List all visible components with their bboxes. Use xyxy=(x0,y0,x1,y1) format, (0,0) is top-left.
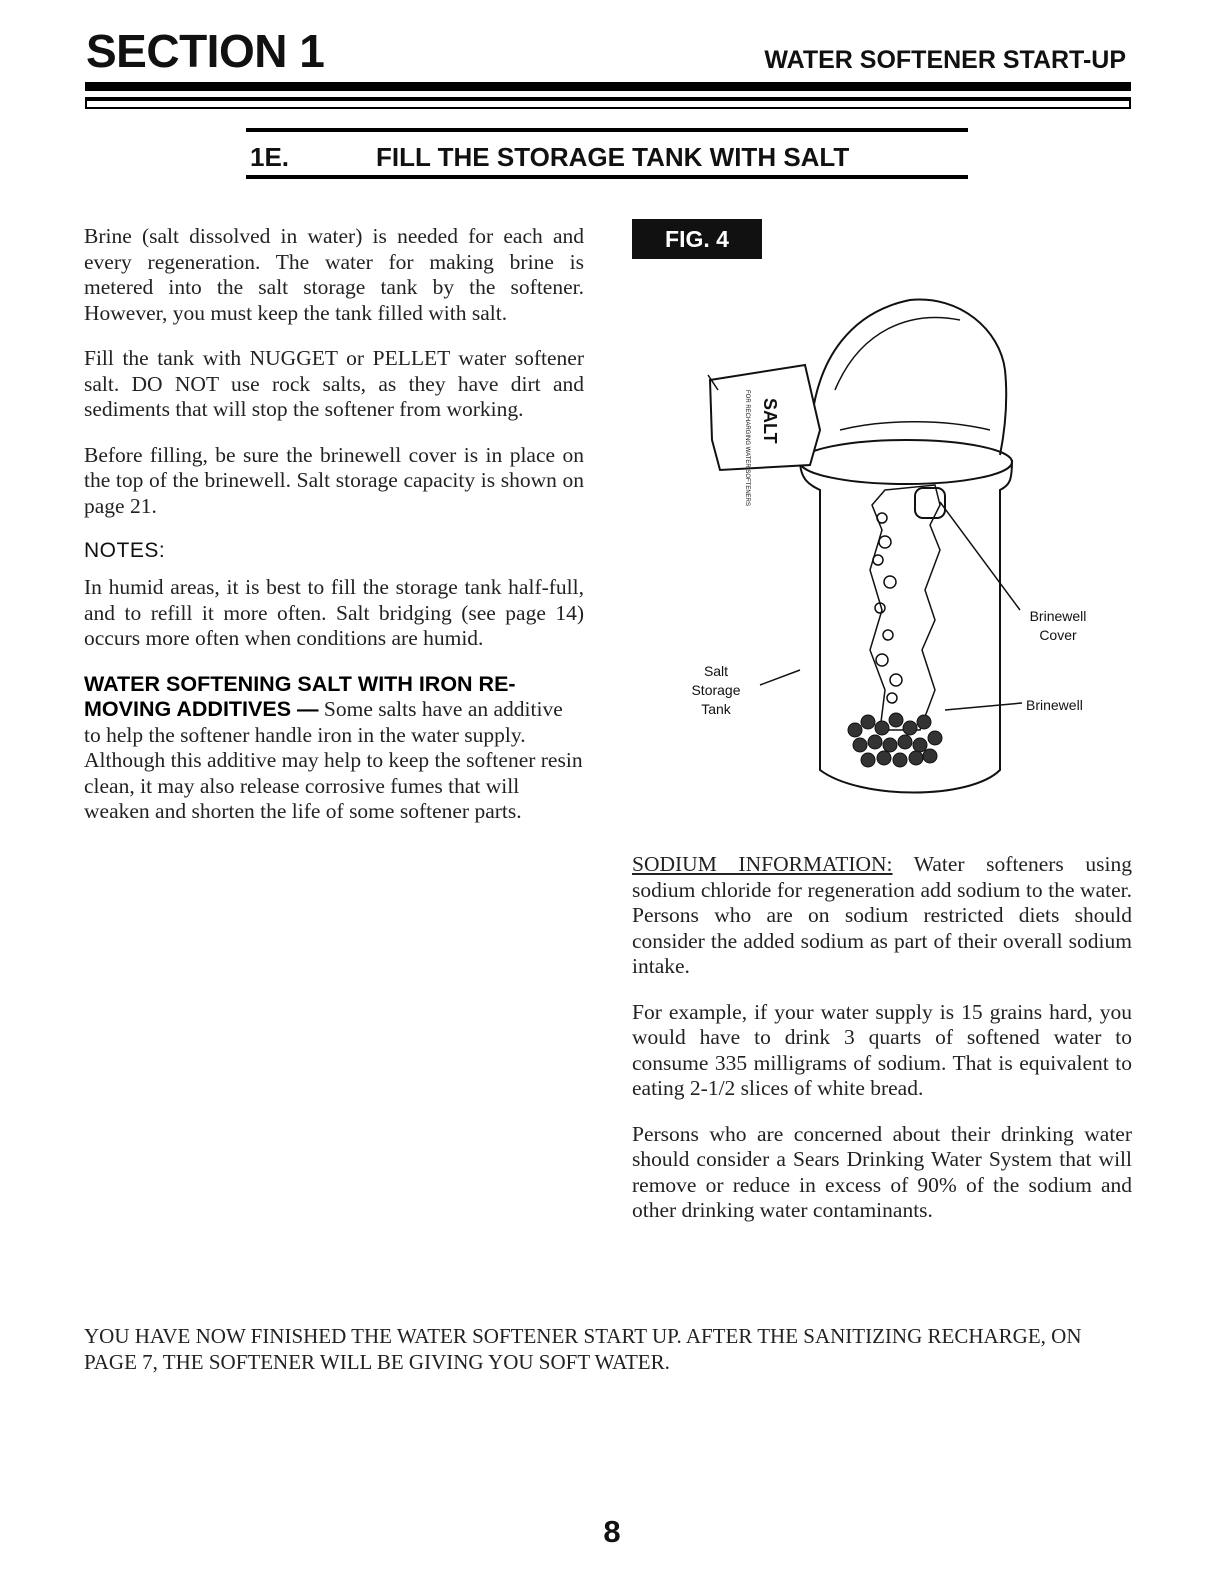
iron-heading: WATER SOFTENING SALT WITH IRON RE-MOVING ADDITIVES — xyxy=(84,671,516,721)
paragraph-notes: In humid areas, it is best to fill the storage tank half-full, and to refill it more often. Salt bridging (see page 14) occurs more often when conditions are humid. xyxy=(84,575,584,650)
header-rule-thick xyxy=(85,82,1131,91)
label-brinewell: Brinewell xyxy=(1026,697,1083,713)
label-salt-line1: Salt xyxy=(703,663,729,679)
paragraph-example: For example, if your water supply is 15 grains hard, you would have to drink 3 quarts of softened water to consume 335 milligrams of sodium. That is equivalent to eating 2-1/2 slices of white bread. xyxy=(632,999,1132,1100)
label-brinewell-cover-line2: Cover xyxy=(1039,627,1077,643)
section-subtitle: WATER SOFTENER START-UP xyxy=(764,46,1126,74)
sodium-text: Water softeners using sodium chloride for regeneration add sodium to the water. Persons who are on sodium restricted diets should consider the added sodium as part of their overall sodium intake. xyxy=(632,852,1132,978)
bag-small-text: FOR RECHARGING WATER SOFTENERS xyxy=(744,390,750,507)
label-brinewell-cover xyxy=(1018,607,1098,645)
subsection-number: 1E. xyxy=(250,142,290,172)
label-salt-line3: Tank xyxy=(701,701,731,717)
paragraph-brinewell: Before filling, be sure the brinewell cover is in place on the top of the brinewell. Salt storage capacity is shown on page 21. xyxy=(84,442,584,518)
subsection-title: FILL THE STORAGE TANK WITH SALT xyxy=(376,142,850,172)
figure-softener-diagram xyxy=(660,290,1130,810)
notes-heading: NOTES: xyxy=(84,539,166,562)
section-title: SECTION 1 xyxy=(86,25,325,77)
brinewell-shape xyxy=(870,485,940,730)
sodium-heading: SODIUM INFORMATION: xyxy=(632,852,893,876)
page-number: 8 xyxy=(603,1514,621,1549)
paragraph-sodium xyxy=(632,852,1132,980)
tank-rim xyxy=(800,440,1012,484)
figure-badge: FIG. 4 xyxy=(632,219,762,259)
header-rule-frame xyxy=(85,97,1131,109)
subsection-rule-bottom xyxy=(246,175,968,179)
label-salt-storage-tank xyxy=(680,662,752,719)
lid xyxy=(810,300,1006,455)
paragraph-iron xyxy=(84,672,584,825)
bag-salt-text: SALT xyxy=(760,398,780,444)
label-salt-line2: Storage xyxy=(691,682,741,698)
label-brinewell-cover-line1: Brinewell xyxy=(1029,608,1087,624)
closing-statement: YOU HAVE NOW FINISHED THE WATER SOFTENER START UP. AFTER THE SANITIZING RECHARGE, ON PAGE 7, THE SOFTENER WILL BE GIVING YOU SOFT WATER. xyxy=(84,1324,1082,1374)
subsection-rule-top xyxy=(246,128,968,132)
right-column xyxy=(632,852,1132,1244)
paragraph-drinking-water: Persons who are concerned about their drinking water should consider a Sears Drinking Water System that will remove or reduce in excess of 90% of the sodium and other drinking water contaminants. xyxy=(632,1121,1132,1222)
paragraph-brine: Brine (salt dissolved in water) is needed for each and every regeneration. The water for making brine is metered into the salt storage tank by the softener. However, you must keep the tank filled with salt. xyxy=(84,224,584,325)
iron-text: Some salts have an additive to help the softener handle iron in the water supply. Although this additive may help to keep the softener resin clean, it may also release corrosive fumes that will weaken and shorten the life of some softener parts. xyxy=(84,697,583,823)
left-column xyxy=(84,224,584,845)
paragraph-salt-type: Fill the tank with NUGGET or PELLET water softener salt. DO NOT use rock salts, as they have dirt and sediments that will stop the softener from working. xyxy=(84,346,584,421)
